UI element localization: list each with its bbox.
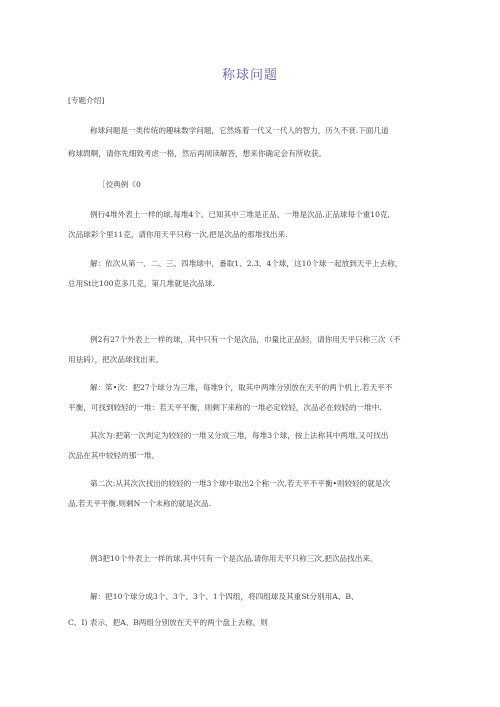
solution-2-step-1-line-2: 平衡，可找到较轻的一堆：若天平平衡，则剩下来称的一堆必定较轻，次品必在较轻的一堆中. [68, 403, 382, 412]
solution-2-step-2-line-2: 次品在其中较轻的那一堆。 [68, 451, 160, 460]
solution-2-step-3-line-2: 品,若天平平衡,则剩N一个未称的就是次品. [68, 499, 211, 508]
section-label: [专题介绍] [68, 96, 105, 105]
example-2-line-2: 用祛码），把次品球找出来。 [68, 355, 163, 364]
example-2-line-1: 例2有27个外表上一样的球，其中只有一个是次品，巾量比正品轻，请你用天平只称三次（不 [90, 335, 401, 344]
solution-1-line-1: 解：依次从第一、二、三、四堆球中，番取1、2,3、4个球，这10个球一起放到天平上去称， [90, 259, 403, 268]
example-3-line-1: 例3把10个外表上一样的球,其中只有一个是次品,请你用天平只称三次,把次品找出来。 [90, 554, 378, 563]
solution-1-line-2: 总用St比100克多几克，第几堆就是次品球. [68, 279, 215, 288]
solution-2-step-2-line-1: 其次为:把第一次判定为较轻的一堆又分成三堆，每堆3个球，按上法称其中两堆,又可找出 [90, 431, 389, 440]
example-1-line-2: 次品球彩个里11克，请你用天平只称一次,把是次品的那堆找出来. [68, 230, 288, 239]
example-1-line-1: 例行4堆外表上一样的球,每堆4个。已知其中三堆是正品、一堆是次品.正品球每个重10克, [90, 210, 390, 219]
page-title: 称球问题 [221, 68, 278, 83]
classic-examples-label: ［佼典例《0 [98, 180, 141, 189]
solution-3-line-1: 解：把10个球分成3个、3个、3个、1个四组，将四组球及其重St分别用A、B、 [90, 592, 359, 601]
intro-line-2: 称球問啊，请你先细致考虑一格，然后再阅读解答，想来你确定会有所收获。 [68, 149, 327, 158]
solution-3-line-2: C、I) 表示，把A、B两组分别放在天平的两个盘上去称，则 [68, 618, 268, 627]
intro-line-1: 称球问题是一类传统的趣味数学问题，它然炼着一代又一代人的智力，历久不衰.下面几道 [90, 126, 389, 135]
solution-2-step-3-line-1: 第二次:从其次次找出的较轻的一堆3个球中取出2个称一次,若天平不平衡•则较轻的就是次 [90, 479, 391, 488]
solution-2-step-1-line-1: 解：笫•次：把27个球分为三堆，每堆9个，取其中两堆分別放在天平的两个机上.若天平不 [90, 383, 393, 392]
